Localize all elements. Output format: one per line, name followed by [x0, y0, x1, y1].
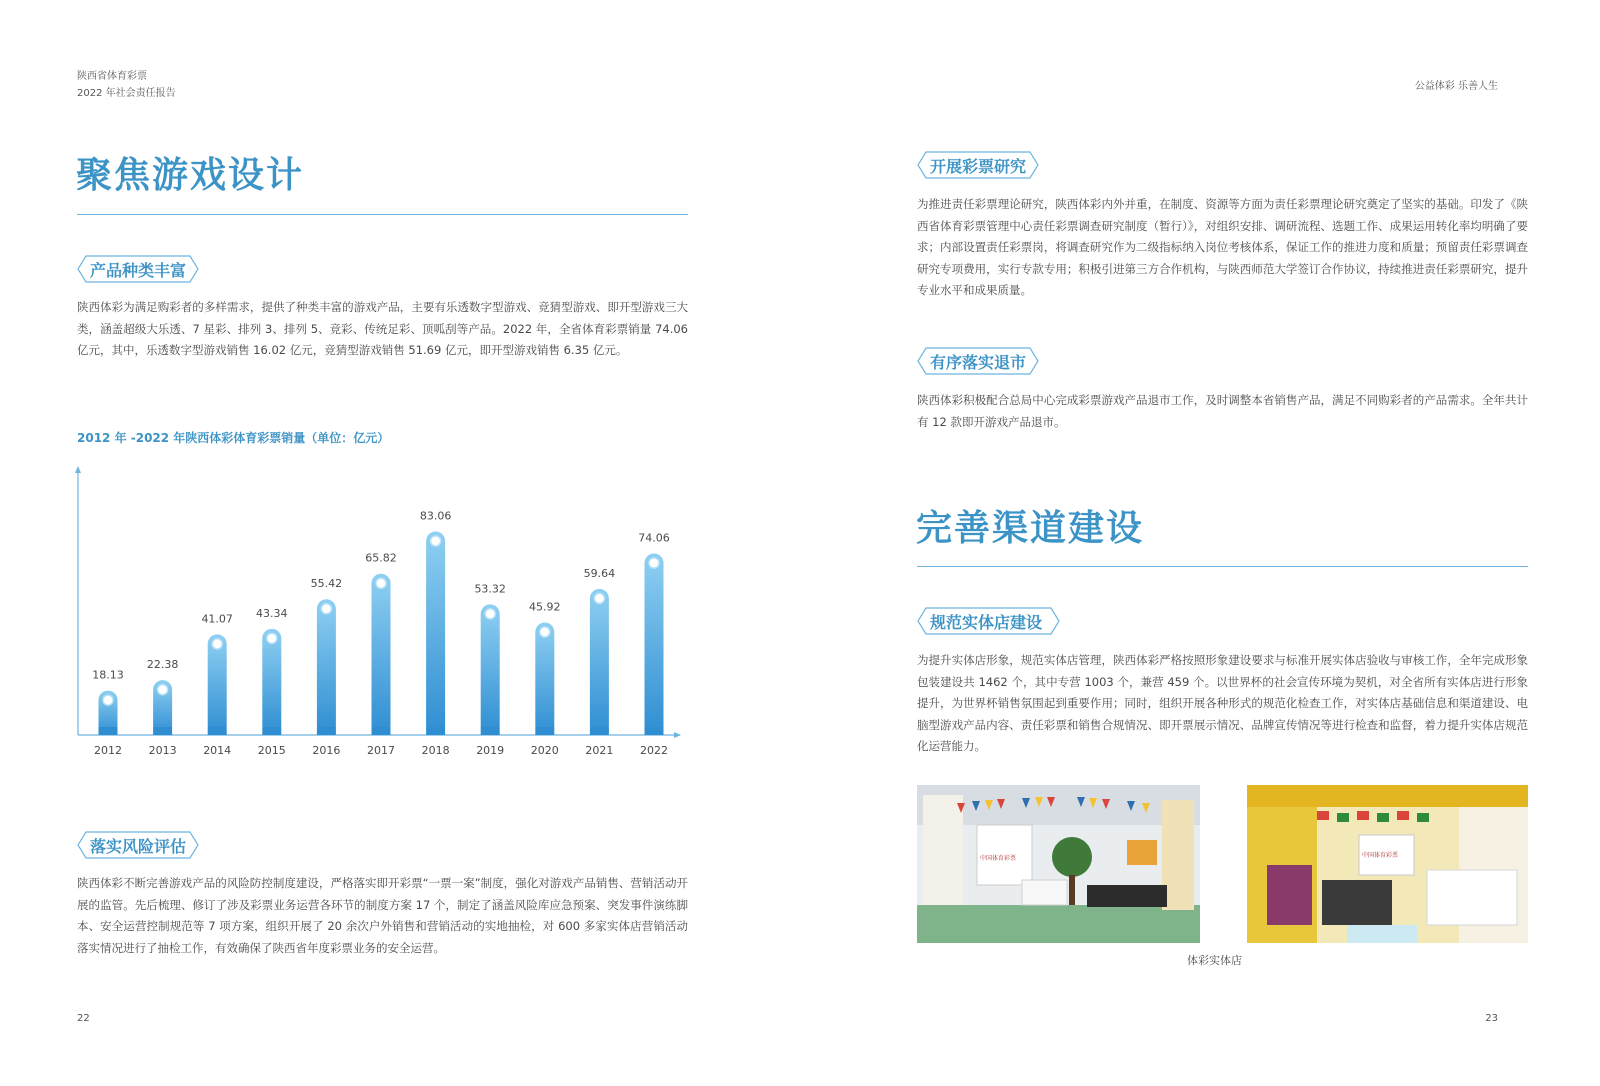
- page-title-left: 聚焦游戏设计: [76, 155, 305, 196]
- store-interior-image: [917, 785, 1200, 943]
- section-tag-stores: [916, 606, 1056, 636]
- bar: [590, 589, 609, 735]
- bar-cap-dot: [158, 685, 168, 695]
- bar: [535, 622, 554, 735]
- x-axis-arrow-icon: [674, 732, 681, 738]
- bar: [481, 604, 500, 735]
- title-divider-left: [77, 214, 688, 215]
- bar-base: [208, 727, 227, 735]
- bar-cap-dot: [649, 558, 659, 568]
- y-axis-arrow-icon: [75, 466, 81, 473]
- bar: [426, 532, 445, 735]
- x-tick-label: 2021: [585, 744, 614, 757]
- x-tick-label: 2022: [640, 744, 668, 757]
- sales-bar-chart: [60, 455, 700, 765]
- bar: [262, 629, 281, 735]
- section-tag-risk: [76, 830, 200, 860]
- bar-value-label: 65.82: [365, 551, 397, 565]
- section-tag-label: 规范实体店建设: [930, 612, 1043, 632]
- bar-value-label: 83.06: [419, 509, 452, 523]
- section-tag-label: 落实风险评估: [90, 836, 187, 856]
- x-tick-label: 2020: [530, 744, 559, 757]
- bar-cap-dot: [103, 695, 113, 705]
- bar-cap-dot: [212, 639, 222, 649]
- bar: [372, 574, 391, 735]
- x-tick-label: 2019: [476, 744, 505, 757]
- x-tick-label: 2013: [148, 744, 177, 757]
- right-page: [800, 0, 1600, 1086]
- delisting-paragraph: 陕西体彩积极配合总局中心完成彩票游戏产品退市工作，及时调整本省销售产品，满足不同购彩者的产品需求。全年共计有 12 款即开游戏产品退市。: [917, 393, 1528, 429]
- header-org: 陕西省体育彩票: [77, 71, 147, 82]
- bar-cap-dot: [431, 536, 441, 546]
- bar-cap-dot: [485, 609, 495, 619]
- research-paragraph: 为推进责任彩票理论研究，陕西体彩内外并重，在制度、资源等方面为责任彩票理论研究奠定了坚实的基础。印发了《陕西省体育彩票管理中心责任彩票调查研究制度（暂行）》，对组织安排、调研流程、选题工作、成果运用转化率均明确了要求；内部设置责任彩票岗，将调查研究作为二级指标纳入岗位考核体系，保证工作的推进力度和质量；预留责任彩票调查研究专项费用，实行专款专用；积极引进第三方合作机构，与陕西师范大学签订合作协议，持续推进责任彩票研究，提升专业水平和成果质量。: [917, 197, 1528, 297]
- bar-base: [590, 727, 609, 735]
- bar: [317, 599, 336, 735]
- bar-value-label: 43.34: [256, 606, 288, 620]
- bar-base: [317, 727, 336, 735]
- bar-value-label: 74.06: [638, 531, 670, 545]
- bar: [645, 554, 664, 735]
- products-paragraph: 陕西体彩为满足购彩者的多样需求，提供了种类丰富的游戏产品，主要有乐透数字型游戏、竞猜型游戏、即开型游戏三大类，涵盖超级大乐透、7 星彩、排列 3、排列 5、竞彩、传统足彩、顶呱刮等产品。2022 年，全省体育彩票销量 74.06 亿元，其中，乐透数字型游戏销售 16.02 亿元，竞猜型游戏销售 51.69 亿元，即开型游戏销售 6.35 亿元。: [77, 300, 688, 357]
- bar-value-label: 22.38: [146, 658, 179, 672]
- bar-cap-dot: [540, 627, 550, 637]
- bar-cap-dot: [321, 604, 331, 614]
- bar-value-label: 18.13: [92, 668, 124, 682]
- bar-value-label: 41.07: [201, 612, 233, 626]
- section-tag-delisting: [916, 346, 1040, 376]
- bar-base: [372, 727, 391, 735]
- store-counter-image: [1247, 785, 1528, 943]
- page-number-right: 23: [1485, 1013, 1498, 1024]
- bar-cap-dot: [376, 578, 386, 588]
- bar-base: [535, 727, 554, 735]
- title-divider-right: [917, 566, 1528, 567]
- bar-base: [481, 727, 500, 735]
- store-photo-2: [1247, 785, 1528, 943]
- section-tag-label: 开展彩票研究: [930, 156, 1027, 176]
- bar-base: [262, 727, 281, 735]
- bar-value-label: 45.92: [529, 600, 561, 614]
- x-tick-label: 2017: [367, 744, 395, 757]
- report-header-right: 公益体彩 乐善人生: [1414, 81, 1498, 92]
- svg-text:中国体育彩票: 中国体育彩票: [980, 855, 1017, 862]
- bar-base: [645, 727, 664, 735]
- stores-paragraph: 为提升实体店形象，规范实体店管理，陕西体彩严格按照形象建设要求与标准开展实体店验收与审核工作，全年完成形象包装建设共 1462 个，其中专营 1003 个，兼营 459 个。以世界杯的社会宣传环境为契机，对全省所有实体店进行形象提升，为世界杯销售氛围起到重要作用；同时，组织开展各种形式的规范化检查工作，对实体店基础信息和渠道建设、电脑型游戏产品内容、责任彩票和销售合规情况、即开票展示情况、品牌宣传情况等进行检查和监督，着力提升实体店规范化运营能力。: [917, 653, 1528, 753]
- page-title-right: 完善渠道建设: [916, 508, 1145, 549]
- section-tag-research: [916, 150, 1040, 180]
- section-tag-label: 产品种类丰富: [90, 260, 187, 280]
- chart-title: 2012 年 -2022 年陕西体彩体育彩票销量（单位：亿元）: [77, 431, 390, 445]
- section-tag-label: 有序落实退市: [930, 352, 1027, 372]
- report-header-left: [77, 68, 176, 102]
- x-tick-label: 2016: [312, 744, 341, 757]
- section-tag-products: [76, 254, 200, 284]
- x-tick-label: 2012: [94, 744, 122, 757]
- bar-cap-dot: [594, 593, 604, 603]
- x-tick-label: 2018: [421, 744, 450, 757]
- bar-base: [99, 727, 118, 735]
- risk-paragraph: 陕西体彩不断完善游戏产品的风险防控制度建设，严格落实即开彩票“一票一案”制度，强化对游戏产品销售、营销活动开展的监管。先后梳理、修订了涉及彩票业务运营各环节的制度方案 17 个，制定了涵盖风险库应急预案、突发事件演练脚本、安全运营控制规范等 7 项方案，组织开展了 20 余次户外销售和营销活动的实地抽检，对 600 多家实体店营销活动落实情况进行了抽检工作，有效确保了陕西省年度彩票业务的安全运营。: [77, 876, 688, 955]
- page-number-left: 22: [77, 1013, 90, 1024]
- bar-value-label: 55.42: [310, 577, 343, 591]
- store-photo-1: [917, 785, 1200, 943]
- bar-value-label: 53.32: [474, 582, 506, 596]
- bar-value-label: 59.64: [583, 566, 616, 580]
- bar-base: [426, 727, 445, 735]
- bar-base: [153, 727, 172, 735]
- svg-text:中国体育彩票: 中国体育彩票: [1362, 852, 1399, 859]
- photo-caption: 体彩实体店: [1187, 954, 1242, 967]
- x-tick-label: 2014: [203, 744, 232, 757]
- bar-cap-dot: [267, 633, 277, 643]
- x-tick-label: 2015: [257, 744, 286, 757]
- header-report-title: 2022 年社会责任报告: [77, 88, 176, 99]
